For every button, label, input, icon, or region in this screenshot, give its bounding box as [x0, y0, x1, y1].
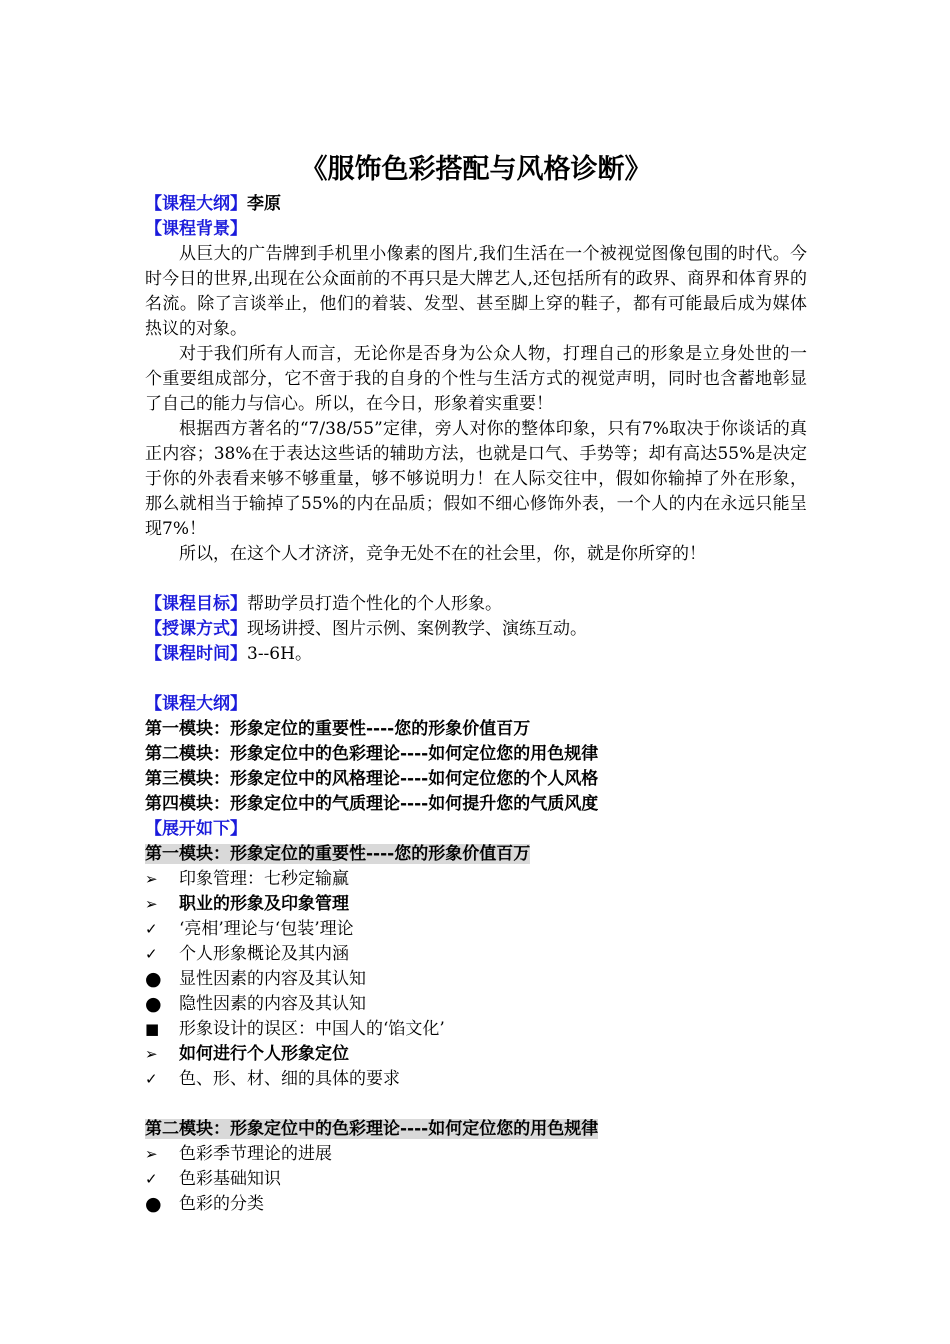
- section-1-list-item-text: 职业的形象及印象管理: [179, 894, 349, 914]
- author-name: 李原: [247, 194, 281, 214]
- section-1-list-item-text: 形象设计的误区：中国人的‘馅文化’: [179, 1019, 445, 1039]
- section-2-list: [145, 1142, 807, 1217]
- section-1-heading-text: 第一模块：形象定位的重要性----您的形象价值百万: [145, 844, 531, 864]
- goal-line: [145, 592, 807, 617]
- time-line: [145, 642, 807, 667]
- method-text: 现场讲授、图片示例、案例教学、演练互动。: [247, 619, 587, 639]
- section-2-list-item-text: 色彩季节理论的进展: [179, 1144, 332, 1164]
- dot-bullet-icon: ●: [145, 968, 162, 990]
- dot-bullet-icon: ●: [145, 1193, 162, 1215]
- section-1-heading: [145, 842, 807, 867]
- section-1-list-item-text: 如何进行个人形象定位: [179, 1044, 349, 1064]
- check-bullet-icon: ✓: [145, 1070, 158, 1088]
- goal-text: 帮助学员打造个性化的个人形象。: [247, 594, 502, 614]
- section-2-list-item-text: 色彩的分类: [179, 1194, 264, 1214]
- section-1-list-item-text: ‘亮相’理论与‘包装’理论: [179, 919, 354, 939]
- section-1-list-item-text: 隐性因素的内容及其认知: [179, 994, 366, 1014]
- method-line: [145, 617, 807, 642]
- section-1-list-item: [145, 967, 807, 992]
- background-paragraph-2: 对于我们所有人而言，无论你是否身为公众人物，打理自己的形象是立身处世的一个重要组成部分，它不啻于我的自身的个性与生活方式的视觉声明，同时也含蓄地彰显了自己的能力与信心。所以，在今日，形象着实重要！: [145, 344, 807, 414]
- spacer: [145, 1092, 807, 1117]
- document-title: 《服饰色彩搭配与风格诊断》: [300, 154, 652, 185]
- check-bullet-icon: ✓: [145, 1170, 158, 1188]
- section-2-heading: [145, 1117, 807, 1142]
- section-1-list-item: [145, 917, 807, 942]
- document-page: [145, 150, 807, 1217]
- expand-label: 【展开如下】: [145, 819, 247, 839]
- section-1-list-item-text: 显性因素的内容及其认知: [179, 969, 366, 989]
- background-paragraph-3: 根据西方著名的“7/38/55”定律，旁人对你的整体印象，只有7%取决于你谈话的真正内容；38%在于表达这些话的辅助方法，也就是口气、手势等；却有高达55%是决定于你的外表看来够不够重量，够不够说明力！在人际交往中，假如你输掉了外在形象，那么就相当于输掉了55%的内在品质；假如不细心修饰外表，一个人的内在永远只能呈现7%！: [145, 419, 807, 539]
- arrow-bullet-icon: ➢: [145, 870, 158, 888]
- check-bullet-icon: ✓: [145, 945, 158, 963]
- outline-label: 【课程大纲】: [145, 694, 247, 714]
- time-text: 3--6H。: [247, 644, 312, 664]
- section-2-list-item-text: 色彩基础知识: [179, 1169, 281, 1189]
- spacer: [145, 567, 807, 592]
- module-3: 第三模块：形象定位中的风格理论----如何定位您的个人风格: [145, 769, 599, 789]
- section-1-list-item: [145, 1042, 807, 1067]
- module-4: 第四模块：形象定位中的气质理论----如何提升您的气质风度: [145, 794, 599, 814]
- section-1-list-item: [145, 1067, 807, 1092]
- section-2-list-item: [145, 1167, 807, 1192]
- section-1-list-item: [145, 992, 807, 1017]
- section-1-list-item: [145, 892, 807, 917]
- section-1-list-item-text: 印象管理：七秒定输赢: [179, 869, 349, 889]
- background-label: 【课程背景】: [145, 219, 247, 239]
- arrow-bullet-icon: ➢: [145, 1045, 158, 1063]
- section-1-list-item: [145, 1017, 807, 1042]
- outline-heading: [145, 692, 807, 717]
- method-label: 【授课方式】: [145, 619, 247, 639]
- section-1-list-item-text: 色、形、材、细的具体的要求: [179, 1069, 400, 1089]
- section-1-list-item: [145, 942, 807, 967]
- background-paragraph-1: 从巨大的广告牌到手机里小像素的图片,我们生活在一个被视觉图像包围的时代。今时今日的世界,出现在公众面前的不再只是大牌艺人,还包括所有的政界、商界和体育界的名流。除了言谈举止，他们的着装、发型、甚至脚上穿的鞋子，都有可能最后成为媒体热议的对象。: [145, 244, 807, 339]
- background-paragraph-4: 所以，在这个人才济济，竞争无处不在的社会里，你，就是你所穿的！: [179, 544, 706, 564]
- check-bullet-icon: ✓: [145, 920, 158, 938]
- goal-label: 【课程目标】: [145, 594, 247, 614]
- section-2-list-item: [145, 1142, 807, 1167]
- background-heading: [145, 217, 807, 242]
- square-bullet-icon: ■: [145, 1020, 160, 1038]
- arrow-bullet-icon: ➢: [145, 1145, 158, 1163]
- spacer: [145, 667, 807, 692]
- author-label: 【课程大纲】: [145, 194, 247, 214]
- dot-bullet-icon: ●: [145, 993, 162, 1015]
- section-1-list: [145, 867, 807, 1092]
- section-1-list-item-text: 个人形象概论及其内涵: [179, 944, 349, 964]
- time-label: 【课程时间】: [145, 644, 247, 664]
- section-2-list-item: [145, 1192, 807, 1217]
- section-1-list-item: [145, 867, 807, 892]
- module-2: 第二模块：形象定位中的色彩理论----如何定位您的用色规律: [145, 744, 599, 764]
- author-line: [145, 192, 807, 217]
- expand-heading: [145, 817, 807, 842]
- module-1: 第一模块：形象定位的重要性----您的形象价值百万: [145, 719, 531, 739]
- section-2-heading-text: 第二模块：形象定位中的色彩理论----如何定位您的用色规律: [145, 1119, 599, 1139]
- arrow-bullet-icon: ➢: [145, 895, 158, 913]
